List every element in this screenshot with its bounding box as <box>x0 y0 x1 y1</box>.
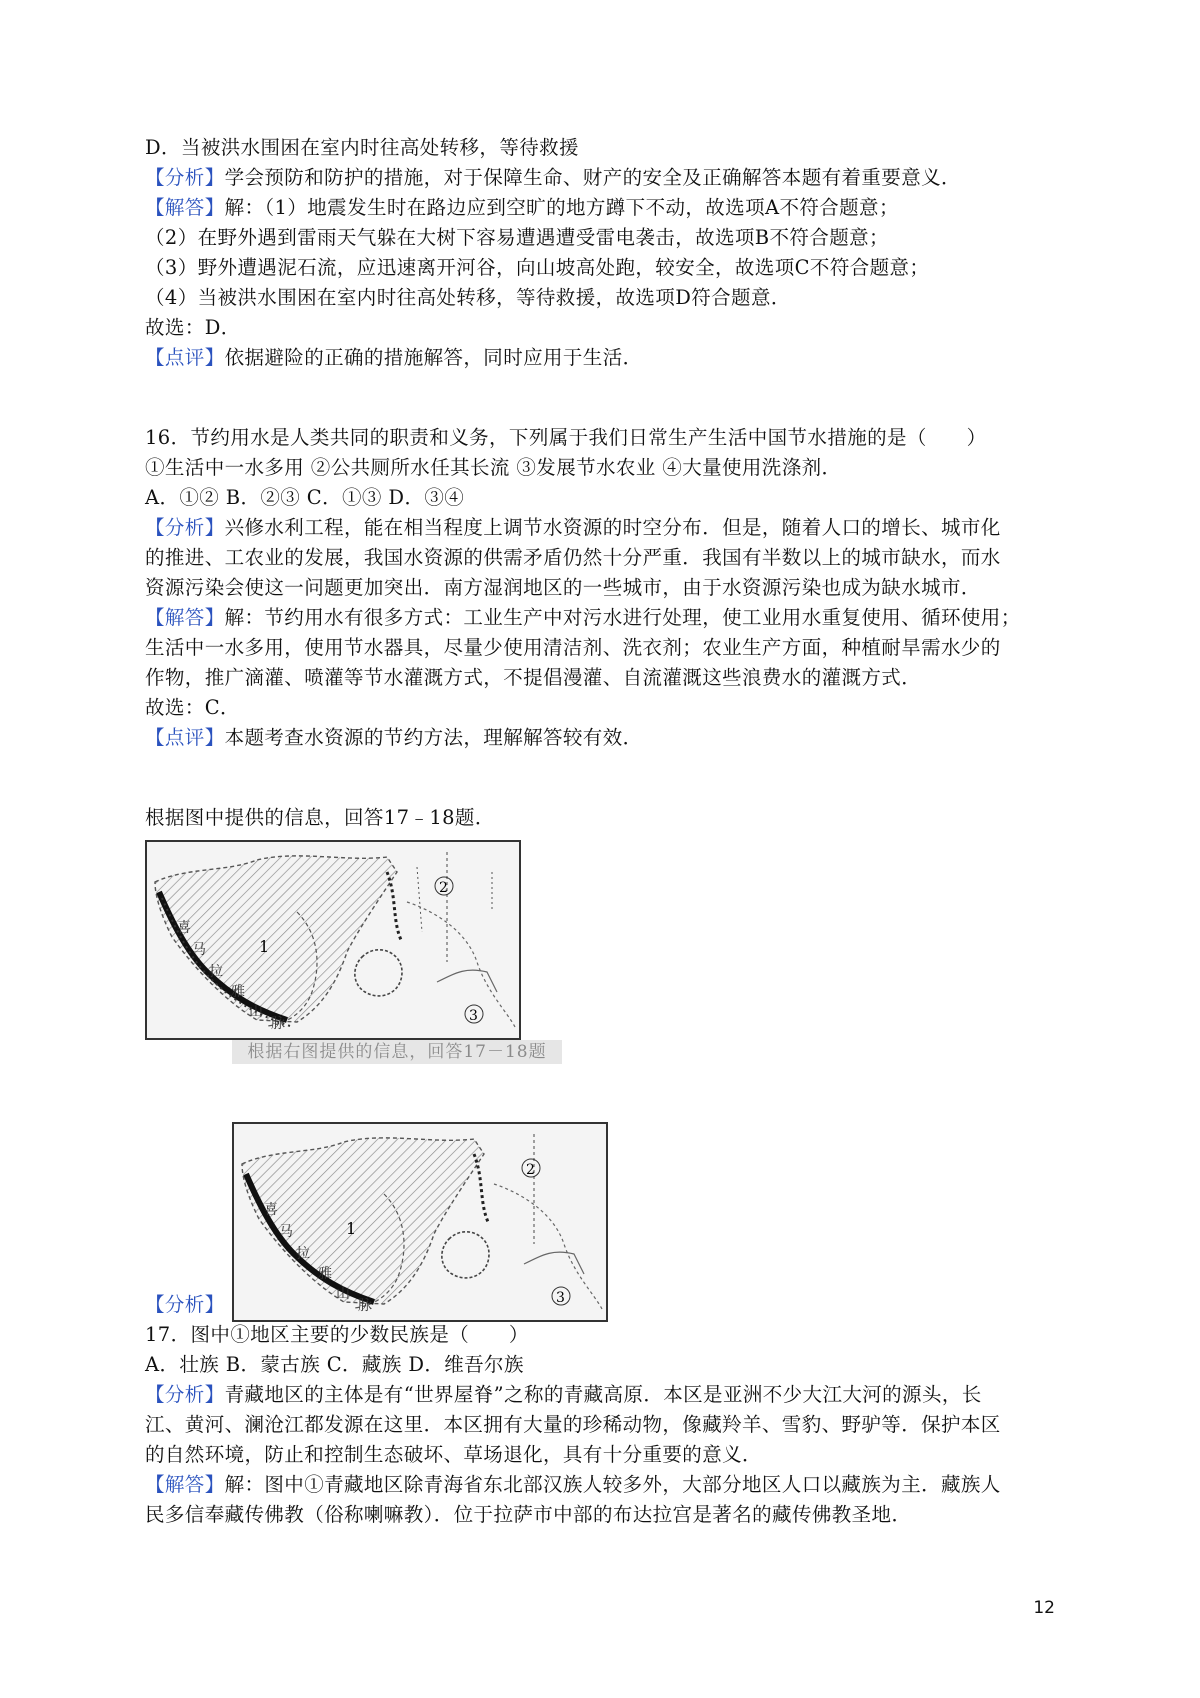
q16-analysis-line-2: 的推进、工农业的发展，我国水资源的供需矛盾仍然十分严重．我国有半数以上的城市缺水，而水 <box>145 546 1001 569</box>
analysis-tag: 【分析】 <box>145 166 225 189</box>
mountain-char-5: 山 <box>249 1004 263 1020</box>
map2-mountain-char-6: 脉 <box>358 1298 372 1314</box>
q15-answer-line-2: （2）在野外遇到雷雨天气躲在大树下容易遭遇遭受雷电袭击，故选项B不符合题意； <box>145 226 889 249</box>
qinghai-tibet-map-2 <box>234 1124 606 1320</box>
mountain-char-2: 马 <box>192 942 206 958</box>
q15-option-d: D．当被洪水围困在室内时往高处转移，等待救援 <box>145 136 579 159</box>
map-region-label-1: 1 <box>259 937 270 956</box>
comment-tag: 【点评】 <box>145 346 225 369</box>
q15-analysis <box>145 163 961 193</box>
q15-choice: 故选：D． <box>145 316 241 339</box>
q17-analysis-line-3: 的自然环境，防止和控制生态破坏、草场退化，具有十分重要的意义． <box>145 1443 762 1466</box>
q16-analysis <box>145 513 1001 543</box>
answer-tag: 【解答】 <box>145 1473 225 1496</box>
mountain-char-1: 喜 <box>177 920 191 936</box>
standalone-analysis-tag: 【分析】 <box>145 1293 225 1316</box>
mountain-char-4: 雅 <box>231 984 245 1000</box>
q17-answer <box>145 1470 1001 1500</box>
q16-answer-line-2: 生活中一水多用，使用节水器具，尽量少使用清洁剂、洗衣剂；农业生产方面，种植耐旱需水少的 <box>145 636 1001 659</box>
map2-mountain-char-4: 雅 <box>318 1266 332 1282</box>
q17-question: 17．图中①地区主要的少数民族是（ ） <box>145 1323 529 1346</box>
qinghai-tibet-map-1 <box>147 842 519 1038</box>
map2-region-label-3: 3 <box>556 1290 565 1306</box>
q16-question: 16．节约用水是人类共同的职责和义务，下列属于我们日常生产生活中国节水措施的是（ ） <box>145 426 987 449</box>
map2-mountain-char-5: 山 <box>336 1286 350 1302</box>
q15-answer <box>145 193 899 223</box>
answer-tag: 【解答】 <box>145 196 225 219</box>
q17-analysis-line-1: 青藏地区的主体是有“世界屋脊”之称的青藏高原．本区是亚洲不少大江大河的源头，长 <box>224 1383 982 1406</box>
analysis-tag: 【分析】 <box>145 516 225 539</box>
map-caption: 根据右图提供的信息，回答17－18题 <box>232 1040 562 1064</box>
comment-tag: 【点评】 <box>145 726 225 749</box>
mountain-char-6: 脉 <box>271 1016 285 1032</box>
map-image-1 <box>145 840 521 1040</box>
q16-analysis-line-1: 兴修水利工程，能在相当程度上调节水资源的时空分布．但是，随着人口的增长、城市化 <box>224 516 1001 539</box>
map-image-2 <box>232 1122 608 1322</box>
q16-comment <box>145 723 643 753</box>
q17-analysis-line-2: 江、黄河、澜沧江都发源在这里．本区拥有大量的珍稀动物，像藏羚羊、雪豹、野驴等．保护本区 <box>145 1413 1001 1436</box>
q16-analysis-line-3: 资源污染会使这一问题更加突出．南方湿润地区的一些城市，由于水资源污染也成为缺水城市． <box>145 576 981 599</box>
q16-options: A．①② B．②③ C．①③ D．③④ <box>145 486 465 509</box>
q16-answer-line-3: 作物，推广滴灌、喷灌等节水灌溉方式，不提倡漫灌、自流灌溉这些浪费水的灌溉方式． <box>145 666 922 689</box>
map2-mountain-char-1: 喜 <box>264 1202 278 1218</box>
answer-tag: 【解答】 <box>145 606 225 629</box>
q15-comment-text: 依据避险的正确的措施解答，同时应用于生活． <box>224 346 643 369</box>
q16-choice: 故选：C． <box>145 696 240 719</box>
q17-18-intro: 根据图中提供的信息，回答17﹣18题． <box>145 806 495 829</box>
q17-answer-line-1: 解：图中①青藏地区除青海省东北部汉族人较多外，大部分地区人口以藏族为主．藏族人 <box>224 1473 1001 1496</box>
q17-analysis <box>145 1380 982 1410</box>
map-region-label-2: 2 <box>439 880 448 896</box>
map2-mountain-char-2: 马 <box>279 1224 293 1240</box>
map-region-label-3: 3 <box>469 1008 478 1024</box>
q15-answer-line-4: （4）当被洪水围困在室内时往高处转移，等待救援，故选项D符合题意． <box>145 286 791 309</box>
q17-answer-line-2: 民多信奉藏传佛教（俗称喇嘛教）．位于拉萨市中部的布达拉宫是著名的藏传佛教圣地． <box>145 1503 912 1526</box>
q16-statements: ①生活中一水多用 ②公共厕所水任其长流 ③发展节水农业 ④大量使用洗涤剂． <box>145 456 842 479</box>
map2-region-label-1: 1 <box>346 1219 357 1238</box>
analysis-tag: 【分析】 <box>145 1383 225 1406</box>
page-number: 12 <box>1033 1598 1055 1618</box>
map2-mountain-char-3: 拉 <box>296 1246 310 1262</box>
q15-comment <box>145 343 643 373</box>
q15-answer-line-1: 解：（1）地震发生时在路边应到空旷的地方蹲下不动，故选项A不符合题意； <box>224 196 899 219</box>
q16-comment-text: 本题考查水资源的节约方法，理解解答较有效． <box>224 726 643 749</box>
q16-answer <box>145 603 1021 633</box>
mountain-char-3: 拉 <box>209 964 223 980</box>
q15-answer-line-3: （3）野外遭遇泥石流，应迅速离开河谷，向山坡高处跑，较安全，故选项C不符合题意； <box>145 256 930 279</box>
q17-options: A．壮族 B．蒙古族 C．藏族 D．维吾尔族 <box>145 1353 524 1376</box>
q16-answer-line-1: 解：节约用水有很多方式：工业生产中对污水进行处理，使工业用水重复使用、循环使用； <box>224 606 1021 629</box>
q15-analysis-text: 学会预防和防护的措施，对于保障生命、财产的安全及正确解答本题有着重要意义． <box>224 166 961 189</box>
map2-region-label-2: 2 <box>526 1162 535 1178</box>
